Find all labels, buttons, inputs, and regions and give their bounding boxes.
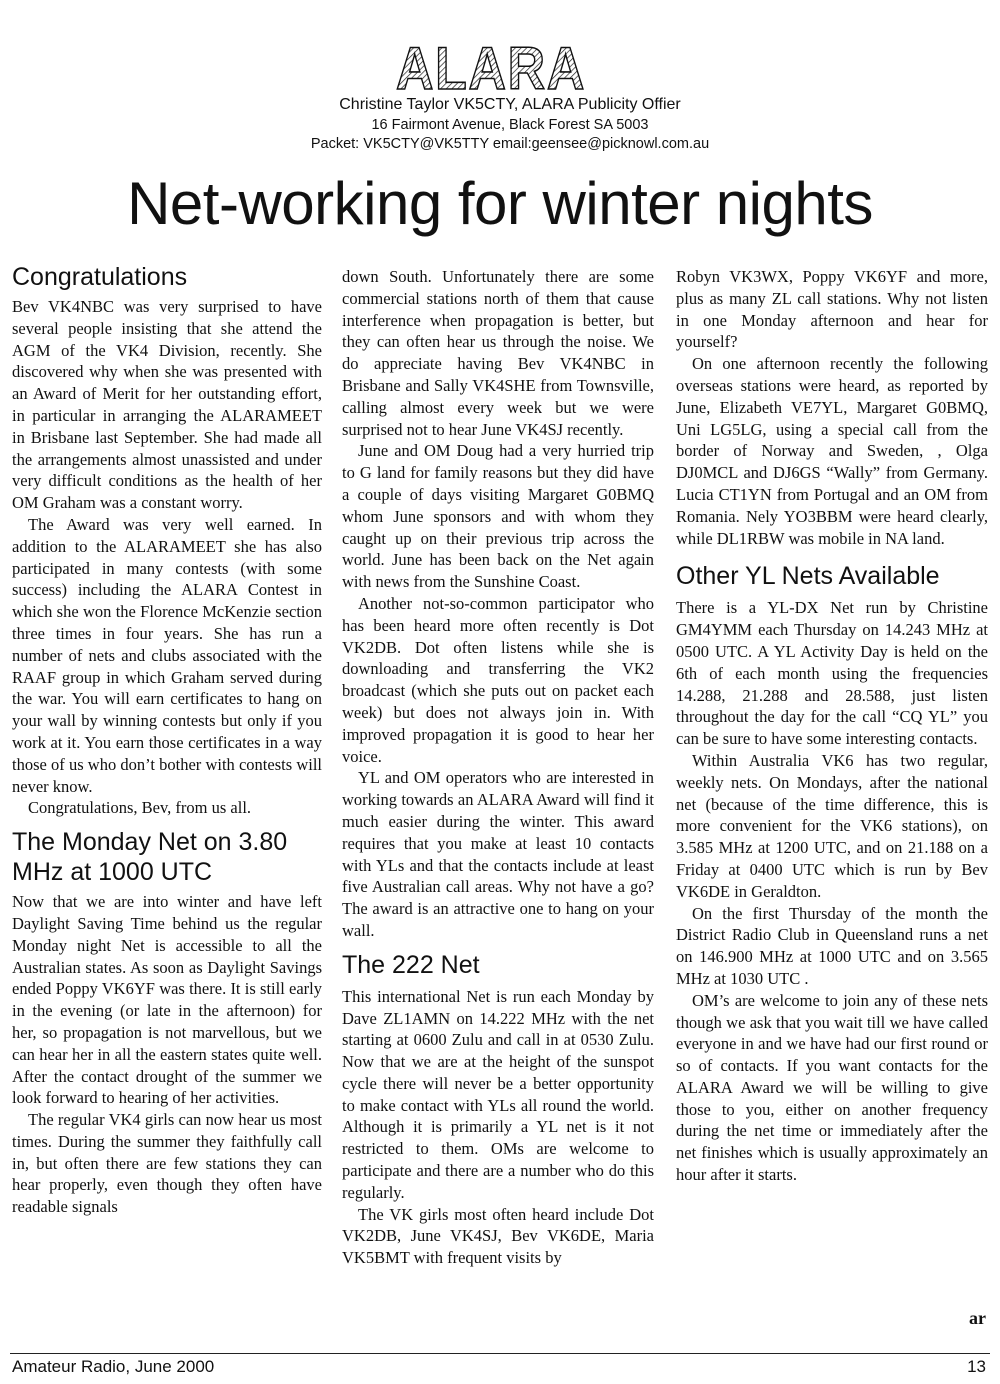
heading-222-net: The 222 Net <box>342 950 480 979</box>
paragraph: There is a YL-DX Net run by Christine GM4YMM each Thursday on 14.243 MHz at 0500 UTC. A YL Activity Day is held on the 6th of each month using the frequencies 14.288, 21.288 and 28.588, just listen throughout the day for the call “CQ YL” you can be sure to have some interesting contacts. <box>676 598 988 749</box>
paragraph: down South. Unfortunately there are some commercial stations north of them that cause interference when propagation is better, but they can often hear us through the noise. We do appreciate having Bev VK4NBC in Brisbane and Sally VK4SHE from Townsville, calling almost every week but we were surprised not to hear June VK4SJ recently. <box>342 267 654 439</box>
officer-line: Christine Taylor VK5CTY, ALARA Publicity Offier <box>339 96 681 113</box>
paragraph: Congratulations, Bev, from us all. <box>28 798 252 818</box>
heading-other-yl-nets: Other YL Nets Available <box>676 562 940 591</box>
column-3 <box>676 266 988 1356</box>
footer-publication: Amateur Radio, June 2000 <box>12 1357 215 1376</box>
paragraph: On the first Thursday of the month the District Radio Club in Queensland runs a net on 146.900 MHz at 1000 UTC and on 3.565 MHz at 1030 UTC . <box>676 903 988 988</box>
column-2 <box>342 266 654 1356</box>
footer-divider <box>10 1353 990 1354</box>
paragraph: This international Net is run each Monday by Dave ZL1AMN on 14.222 MHz with the net starting at 0600 Zulu and call in at 0530 Zulu. Now that we are at the height of the sunspot cycle there will never be a better opportunity to make contact with YLs all round the world. Although it is primarily a YL net is it not restricted to them. OMs are welcome to participate and there are a number who do this regularly. <box>342 986 654 1202</box>
paragraph: Now that we are into winter and have left Daylight Saving Time behind us the regular Monday night Net is accessible to all the Australian states. As soon as Daylight Savings ended Poppy VK6YF was there. It is still early in the evening (or late in the afternoon) for her, so propagation is not marvellous, but we can hear her in all the eastern states quite well. After the contact drought of the summer we look forward to hearing of her activities. <box>12 892 322 1108</box>
heading-congratulations: Congratulations <box>12 263 188 291</box>
paragraph: Robyn VK3WX, Poppy VK6YF and more, plus as many ZL call stations. Why not listen in one Monday afternoon and hear for yourself? <box>676 267 988 352</box>
page-number: 13 <box>967 1357 986 1376</box>
alara-logo-text: ALARA <box>396 35 586 102</box>
paragraph: June and OM Doug had a very hurried trip to G land for family reasons but they did have a couple of days visiting Margaret G0BMQ whom June sponsors and with whom they caught up on their previous trip across the world. June has been back on the Net again with news from the Sunshine Coast. <box>342 441 654 592</box>
paragraph: The VK girls most often heard include Dot VK2DB, June VK4SJ, Bev VK6DE, Maria VK5BMT with frequent visits by <box>342 1204 654 1268</box>
paragraph: YL and OM operators who are interested in working towards an ALARA Award will find it much easier during the winter. This award requires that you make at least 10 contacts with YLs and that the contacts include at least five Australian call areas. Why not have a go? The award is an attractive one to hang on your wall. <box>342 768 654 940</box>
heading-monday-net: The Monday Net on 3.80 MHz at 1000 UTC <box>12 828 288 887</box>
alara-logo-graphic <box>393 34 589 102</box>
address-line: 16 Fairmont Avenue, Black Forest SA 5003 <box>371 117 649 133</box>
paragraph: The regular VK4 girls can now hear us most times. During the summer they faithfully call in, but often there are few stations they can hear properly, even though they often have readable signals <box>12 1110 322 1217</box>
article-headline: Net-working for winter nights <box>127 170 873 237</box>
paragraph: On one afternoon recently the following overseas stations were heard, as reported by June, Elizabeth VE7YL, Margaret G0BMQ, Uni LG5LG, using a special call from the border of Norway and Sweden, , Olga DJ0MCL and DJ6GS “Wally” from Germany. Lucia CT1YN from Portugal and an OM from Romania. Nely YO3BBM were heard clearly, while DL1RBW was mobile in NA land. <box>676 354 988 548</box>
column-1 <box>12 262 322 1352</box>
paragraph: Another not-so-common participator who has been heard more often recently is Dot VK2DB. Dot often listens while she is downloading and transferring the VK2 broadcast (which she puts out on packet each week) but does not always join in. With improved propagation it is good to hear her voice. <box>342 593 654 766</box>
paragraph: OM’s are welcome to join any of these nets though we ask that you wait till we have called everyone in and we have had our first round or so of contacts. If you want contacts for the ALARA Award we will be willing to give those to you, either on another frequency during the net time or immediately after the net finishes which is usually approximately an hour after it starts. <box>676 990 988 1185</box>
alara-logo <box>393 34 589 102</box>
paragraph: Bev VK4NBC was very surprised to have several people insisting that she attend the AGM of the VK4 Division, recently. She discovered why when she was presented with an Award of Merit for her outstanding effort, in particular in arranging the ALARAMEET in Brisbane last September. She had made all the arrangements almost unassisted and under very difficult conditions as the health of her OM Graham was a constant worry. <box>12 297 322 513</box>
packet-line: Packet: VK5CTY@VK5TTY email:geensee@picknowl.com.au <box>310 136 710 152</box>
paragraph: The Award was very well earned. In addition to the ALARAMEET she has also participated in many contests (with some success) including the ALARA Contest in which she won the Florence McKenzie section three times in four years. She has run a number of nets and clubs associated with the RAAF group in which Graham served during the war. You will earn certificates to hang on your wall by winning contests but only if you work at it. You earn those certificates in a way those of us who don’t bother with contests will never know. <box>12 514 322 796</box>
article-signoff: ar <box>969 1308 986 1328</box>
paragraph: Within Australia VK6 has two regular, weekly nets. On Mondays, after the national net (because of the time difference, this is more convenient for the VK6 stations), on 3.585 MHz at 1200 UTC, and on 21.188 on a Friday at 0400 UTC which is run by Bev VK6DE in Geraldton. <box>676 750 988 901</box>
